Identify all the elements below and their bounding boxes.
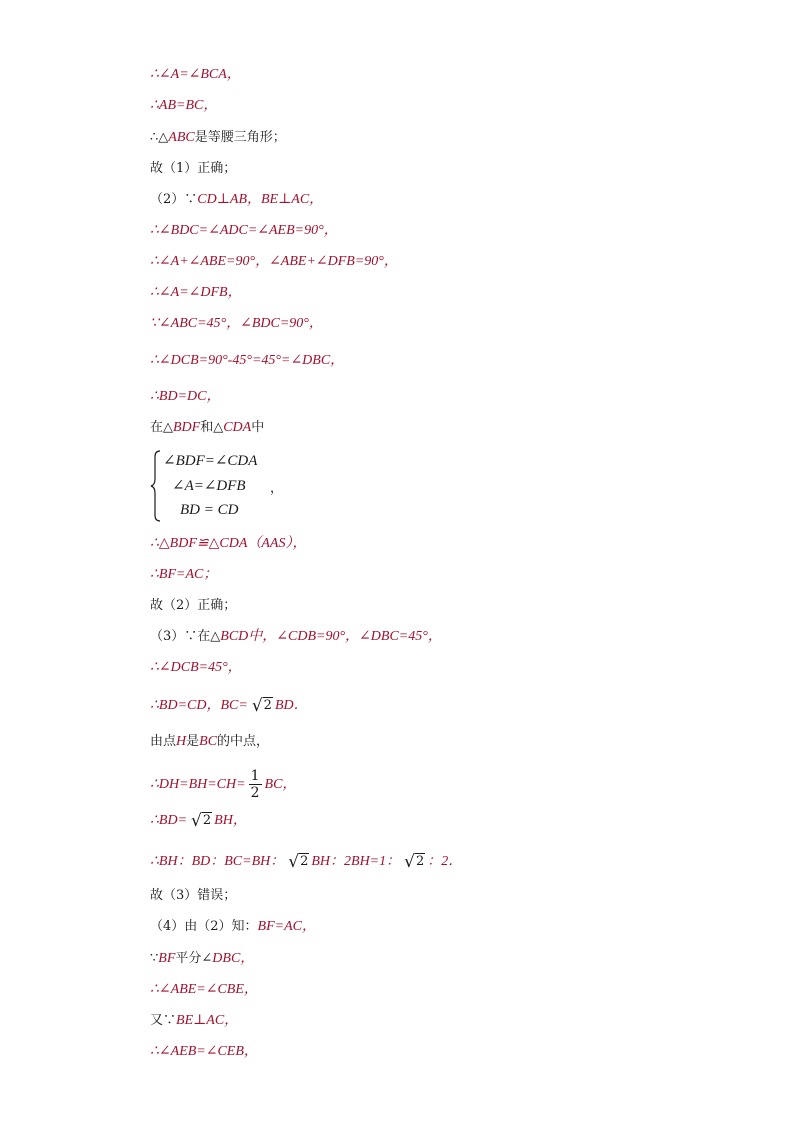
proof-line-1: ∴∠A=∠BCA，: [150, 67, 241, 82]
proof-line-29: ∴∠AEB=∠CEB，: [150, 1044, 258, 1059]
system-equation-2: ∠A=∠DFB: [172, 478, 246, 494]
conclusion-3: 故（3）错误；: [150, 888, 237, 903]
proof-line-12: 在△BDF和△CDA中: [150, 420, 265, 435]
proof-line-21: ∴DH=BH=CH= $\frac{1}{2}$ BC，: [150, 768, 297, 801]
proof-line-7: ∴∠A+∠ABE=90°，∠ABE+∠DFB=90°，: [150, 254, 398, 269]
equation-system: [150, 449, 310, 523]
proof-line-6: ∴∠BDC=∠ADC=∠AEB=90°，: [150, 223, 338, 238]
conclusion-1: 故（1）正确；: [150, 161, 237, 176]
proof-line-23: ∴BH：BD：BC=BH： √2 BH：2BH=1： √2 ：2．: [150, 852, 463, 872]
proof-line-27: ∴∠ABE=∠CBE，: [150, 982, 258, 997]
proof-line-8: ∴∠A=∠DFB，: [150, 285, 242, 300]
system-comma: ，: [270, 481, 284, 496]
proof-line-26: ∵BF平分∠DBC，: [150, 951, 255, 966]
proof-line-11: ∴BD=DC，: [150, 389, 221, 404]
proof-line-14: ∴△BDF≌△CDA（AAS），: [150, 536, 307, 551]
proof-line-5: （2）∵CD⊥AB，BE⊥AC，: [150, 192, 324, 207]
proof-line-18: ∴∠DCB=45°，: [150, 660, 242, 675]
proof-line-3: ∴△ABC是等腰三角形；: [150, 130, 286, 145]
proof-line-19: ∴BD=CD，BC= √2 BD．: [150, 696, 308, 716]
sqrt-2: √2: [288, 852, 309, 872]
proof-line-25: （4）由（2）知：BF=AC，: [150, 919, 316, 934]
system-equation-3: BD = CD: [180, 502, 239, 518]
left-brace-icon: [150, 449, 162, 523]
proof-line-22: ∴BD= √2 BH，: [150, 811, 247, 831]
sqrt-2: √2: [191, 811, 212, 831]
proof-line-17: （3）∵在△BCD中，∠CDB=90°，∠DBC=45°，: [150, 629, 442, 644]
system-equation-1: ∠BDF=∠CDA: [163, 453, 258, 469]
proof-line-9: ∵∠ABC=45°，∠BDC=90°，: [150, 316, 323, 331]
proof-line-28: 又∵BE⊥AC，: [150, 1013, 239, 1028]
proof-line-20: 由点H是BC的中点，: [150, 734, 270, 749]
fraction-one-half: $\frac{1}{2}$: [250, 768, 260, 801]
conclusion-2: 故（2）正确；: [150, 598, 237, 613]
sqrt-2: √2: [251, 696, 272, 716]
proof-line-15: ∴BF=AC；: [150, 567, 218, 582]
sqrt-2: √2: [404, 852, 425, 872]
proof-line-2: ∴AB=BC，: [150, 98, 218, 113]
proof-line-10: ∴∠DCB=90°-45°=45°=∠DBC，: [150, 353, 345, 368]
